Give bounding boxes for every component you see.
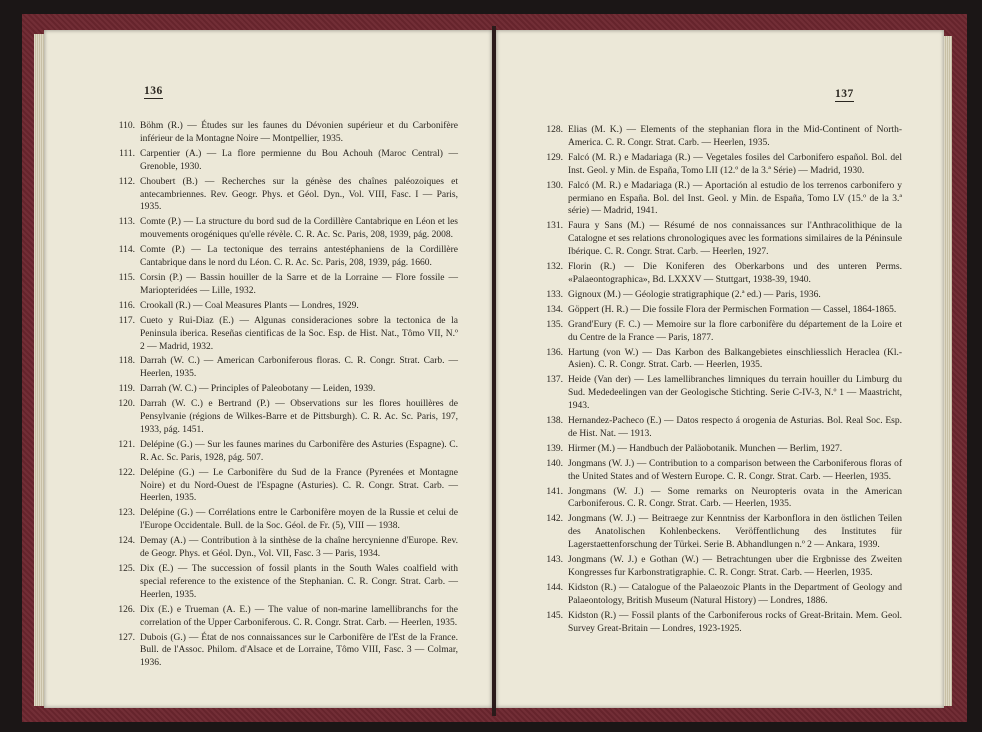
bibliography-entry	[542, 152, 902, 178]
entry-text: Darrah (W. C.) — Principles of Paleobotany — Leiden, 1939.	[140, 384, 376, 395]
entry-text: Dubois (G.) — État de nos connaissances sur le Carbonifère de l'Est de la France. Bull. de l'Assoc. Philom. d'Alsace et de Lorraine, Tômo VIII, Fasc. 3 — Colmar, 1936.	[140, 632, 458, 669]
entry-number: 138.	[546, 416, 563, 427]
entry-number: 136.	[546, 347, 563, 358]
entry-number: 119.	[118, 384, 135, 395]
entry-number: 141.	[546, 486, 563, 497]
entry-number: 134.	[546, 304, 563, 315]
entry-text: Dix (E.) e Trueman (A. E.) — The value of non-marine lamellibranchs for the correlation of the Upper Carboniferous. C. R. Congr. Strat. Carb. — Heerlen, 1935.	[140, 604, 458, 628]
bibliography-entry	[114, 383, 458, 396]
bibliography-entry	[114, 535, 458, 561]
bibliography-entry	[542, 374, 902, 413]
bibliography-entry	[542, 582, 902, 608]
entry-text: Falcó (M. R.) e Madariaga (R.) — Aportación al estudio de los terrenos carbonifero y permiano en España. Bol. del Inst. Geol. y Min. de España, Tomo LV (15.º de la 3.ª série) — Madrid, 1941.	[568, 180, 902, 217]
entry-number: 118.	[118, 356, 135, 367]
entry-number: 112.	[118, 176, 135, 187]
entry-text: Elias (M. K.) — Elements of the stephanian flora in the Mid-Continent of North-America. C. R. Congr. Strat. Carb. — Heerlen, 1935.	[568, 125, 902, 148]
bibliography-entry	[114, 604, 458, 630]
entry-text: Crookall (R.) — Coal Measures Plants — Londres, 1929.	[140, 300, 359, 311]
bibliography-entry	[114, 216, 458, 242]
entry-text: Göppert (H. R.) — Die fossile Flora der Permischen Formation — Cassel, 1864-1865.	[568, 304, 897, 315]
entry-text: Kidston (R.) — Fossil plants of the Carboniferous rocks of Great-Britain. Mem. Geol. Survey Great-Britain — Londres, 1923-1925.	[568, 610, 902, 634]
entry-text: Darrah (W. C.) e Bertrand (P.) — Observations sur les flores houillères de Pensylvanie (régions de Wilkes-Barre et de Pittsburgh). C. R. Ac. Sc. Paris, 197, 1933, pág. 1451.	[140, 399, 458, 435]
bibliography-entry	[114, 439, 458, 465]
entry-text: Delépine (G.) — Le Carbonifère du Sud de la France (Pyrenées et Montagne Noire) et du Nord-Ouest de l'Espagne (Asturies). C. R. Congr. Strat. Carb. — Heerlen, 1935.	[140, 467, 458, 504]
entry-number: 143.	[546, 555, 563, 566]
entry-number: 133.	[546, 289, 563, 300]
entry-text: Dix (E.) — The succession of fossil plants in the South Wales coalfield with special reference to the existence of the Stephanian. C. R. Congr. Strat. Carb. — Heerlen, 1935.	[140, 564, 458, 600]
entry-number: 131.	[546, 221, 563, 232]
entry-text: Florin (R.) — Die Koniferen des Oberkarbons und des unteren Perms. «Palaeontographica», Bd. LXXXV — Stuttgart, 1938-39, 1940.	[568, 262, 902, 285]
bibliography-entry	[542, 443, 902, 456]
entry-text: Delépine (G.) — Corrélations entre le Carbonifère moyen de la Russie et celui de l'Europe Occidentale. Bull. de la Soc. Géol. de Fr. (5), VIII — 1938.	[140, 508, 458, 532]
bibliography-entry	[114, 148, 458, 174]
entry-text: Gignoux (M.) — Géologie stratigraphique (2.ª ed.) — Paris, 1936.	[568, 289, 821, 300]
bibliography-entry	[114, 563, 458, 602]
bibliography-entry	[114, 244, 458, 270]
bibliography-entry	[542, 610, 902, 636]
bibliography-entry	[114, 467, 458, 506]
entry-text: Hartung (von W.) — Das Karbon des Balkangebietes einschliesslich Heraclea (Kl.-Asien). C. R. Congr. Strat. Carb. — Heerlen, 1935.	[568, 347, 902, 371]
entry-number: 117.	[118, 315, 135, 326]
bibliography-entry	[542, 347, 902, 373]
entry-text: Hirmer (M.) — Handbuch der Paläobotanik. Munchen — Berlim, 1927.	[568, 443, 843, 454]
entry-number: 111.	[119, 148, 135, 159]
bibliography-entry	[542, 486, 902, 512]
entry-text: Carpentier (A.) — La flore permienne du Bou Achouh (Maroc Central) — Grenoble, 1930.	[140, 148, 458, 172]
entry-number: 114.	[118, 245, 135, 256]
bibliography-entry	[542, 261, 902, 287]
bibliography-entry	[542, 513, 902, 552]
entry-number: 137.	[546, 375, 563, 386]
entry-text: Comte (P.) — La tectonique des terrains antestéphaniens de la Cordillère Cantabrique dans le nord du Léon. C. R. Ac. Sc. Paris, 208, 1939, pág. 1660.	[140, 245, 458, 269]
entry-text: Hernandez-Pacheco (E.) — Datos respecto á orogenia de Asturias. Bol. Real Soc. Esp. de Hist. Nat. — 1913.	[568, 416, 902, 439]
bibliography-entry	[542, 415, 902, 441]
entry-text: Corsin (P.) — Bassin houiller de la Sarre et de la Lorraine — Flore fossile — Mariopteridées — Lille, 1932.	[140, 272, 458, 296]
entry-number: 139.	[546, 443, 563, 454]
entry-number: 132.	[546, 262, 563, 273]
entry-text: Jongmans (W. J.) — Contribution to a comparison between the Carboniferous floras of the United States and of Western Europe. C. R. Congr. Strat. Carb. — Heerlen, 1935.	[568, 458, 902, 482]
bibliography-entry	[114, 272, 458, 298]
entry-number: 145.	[546, 610, 563, 621]
right-entries	[542, 124, 902, 638]
bibliography-entry	[542, 319, 902, 345]
entry-text: Falcó (M. R.) e Madariaga (R.) — Vegetales fosiles del Carbonifero español. Bol. del Inst. Geol. y Min. de España, Tomo LII (12.º de la 3.ª Série) — Madrid, 1930.	[568, 152, 902, 176]
entry-text: Jongmans (W. J.) — Beitraege zur Kenntniss der Karbonflora in den östlichen Teilen des Anatolischen Kohlenbeckens. Veröffentlichung des Institutes für Lagerstaettenforschung der Türkei. Serie B. Abhandlungen n.º 2 — Ankara, 1939.	[568, 514, 902, 551]
entry-text: Demay (A.) — Contribution à la sinthèse de la chaîne hercynienne d'Europe. Rev. de Geogr. Phys. et Géol. Dyn., Vol. VII, Fasc. 3 — Paris, 1934.	[140, 536, 458, 560]
bibliography-entry	[542, 289, 902, 302]
bibliography-entry	[542, 304, 902, 317]
right-page	[496, 30, 944, 708]
entry-number: 142.	[546, 514, 563, 525]
bibliography-entry	[114, 355, 458, 381]
right-page-edges	[944, 36, 952, 706]
entry-number: 127.	[118, 632, 135, 643]
bibliography-entry	[542, 458, 902, 484]
entry-number: 135.	[546, 319, 563, 330]
page-number-left: 136	[144, 85, 163, 97]
entry-text: Faura y Sans (M.) — Résumé de nos connaissances sur l'Anthracolithique de la Catalogne et ses relations chronologiques avec les formations similaires de la Péninsule Ibérique. C. R. Congr. Strat. Carb. — Heerlen, 1927.	[568, 221, 902, 258]
left-page	[44, 30, 493, 708]
entry-number: 113.	[118, 217, 135, 228]
entry-number: 123.	[118, 508, 135, 519]
bibliography-entry	[542, 554, 902, 580]
entry-text: Kidston (R.) — Catalogue of the Palaeozoic Plants in the Department of Geology and Palaeontology, British Museum (Natural History) — Londres, 1886.	[568, 582, 902, 606]
entry-number: 116.	[118, 300, 135, 311]
left-page-edges	[34, 34, 44, 706]
entry-number: 121.	[118, 439, 135, 450]
entry-number: 128.	[546, 125, 563, 135]
entry-number: 120.	[118, 399, 135, 410]
entry-text: Cueto y Rui-Diaz (E.) — Algunas consideraciones sobre la tectonica de la Peninsula iberica. Reseñas cientificas de la Soc. Esp. de Hist. Nat., Tômo VII, N.º 2 — Madrid, 1932.	[140, 315, 458, 352]
bibliography-entry	[542, 180, 902, 219]
bibliography-entry	[114, 507, 458, 533]
bibliography-entry	[114, 176, 458, 215]
entry-number: 130.	[546, 180, 563, 191]
entry-number: 124.	[118, 536, 135, 547]
entry-text: Jongmans (W. J.) e Gothan (W.) — Betrachtungen uber die Ergbnisse des Zweiten Kongresses fur Karbonstratigraphie. C. R. Congr. Strat. Carb. — Heerlen, 1935.	[568, 555, 902, 578]
entry-number: 125.	[118, 564, 135, 574]
bibliography-entry	[114, 315, 458, 354]
entry-number: 115.	[118, 272, 135, 283]
bibliography-entry	[542, 124, 902, 150]
entry-text: Heide (Van der) — Les lamellibranches limniques du terrain houiller du Limburg du Sud. Mededeelingen van der Geologische Stichting. Serie C-IV-3, N.º 1 — Maastricht, 1943.	[568, 375, 902, 412]
entry-text: Choubert (B.) — Recherches sur la génèse des chaînes paléozoiques et antecambriennes. Rev. Geogr. Phys. et Géol. Dyn., Vol. VIII, Fasc. I — Paris, 1935.	[140, 176, 458, 213]
bibliography-entry	[542, 220, 902, 259]
entry-number: 122.	[118, 467, 135, 478]
bibliography-entry	[114, 120, 458, 146]
entry-text: Comte (P.) — La structure du bord sud de la Cordillère Cantabrique en Léon et les mouvements orogéniques qu'elle révèle. C. R. Ac. Sc. Paris, 208, 1939, pág. 2008.	[140, 217, 458, 241]
entry-text: Jongmans (W. J.) — Some remarks on Neuropteris ovata in the American Carboniferous. C. R. Congr. Strat. Carb. — Heerlen, 1935.	[568, 486, 902, 510]
page-number-right: 137	[835, 88, 854, 100]
bibliography-entry	[114, 300, 458, 313]
entry-number: 140.	[546, 458, 563, 469]
bibliography-entry	[114, 632, 458, 671]
entry-number: 144.	[546, 582, 563, 593]
entry-number: 126.	[118, 604, 135, 615]
entry-text: Grand'Eury (F. C.) — Memoire sur la flore carbonifère du département de la Loire et du Centre de la France — Paris, 1877.	[568, 319, 902, 343]
entry-text: Darrah (W. C.) — American Carboniferous floras. C. R. Congr. Strat. Carb. — Heerlen, 1935.	[140, 356, 458, 380]
entry-text: Böhm (R.) — Études sur les faunes du Dévonien supérieur et du Carbonifère inférieur de la Montagne Noire — Montpellier, 1935.	[140, 121, 458, 144]
entry-number: 110.	[118, 121, 135, 131]
entry-text: Delépine (G.) — Sur les faunes marines du Carbonifère des Asturies (Espagne). C. R. Ac. Sc. Paris, 1928, pág. 507.	[140, 439, 458, 463]
bibliography-entry	[114, 398, 458, 437]
entry-number: 129.	[546, 152, 563, 163]
left-entries	[114, 120, 458, 672]
